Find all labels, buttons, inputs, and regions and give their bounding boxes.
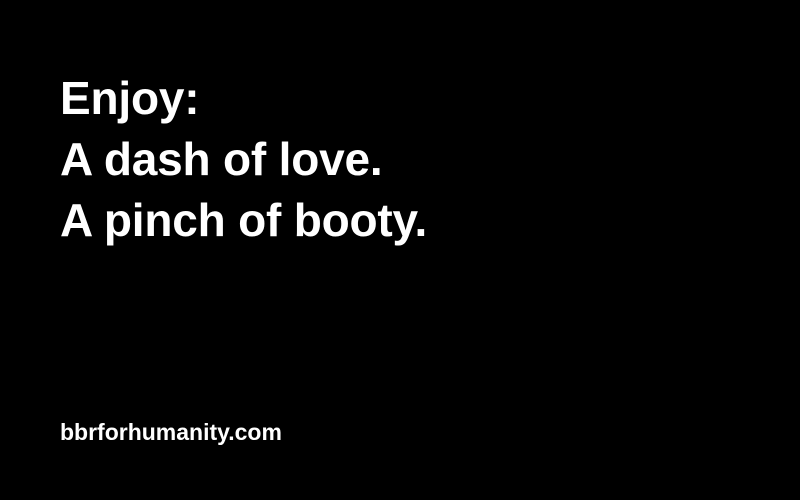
headline-line-booty: A pinch of booty.	[60, 194, 428, 246]
headline-line-love: A dash of love.	[60, 133, 383, 185]
website-url: bbrforhumanity.com	[60, 419, 282, 445]
headline-line-intro: Enjoy:	[60, 72, 200, 124]
headline	[60, 68, 427, 251]
